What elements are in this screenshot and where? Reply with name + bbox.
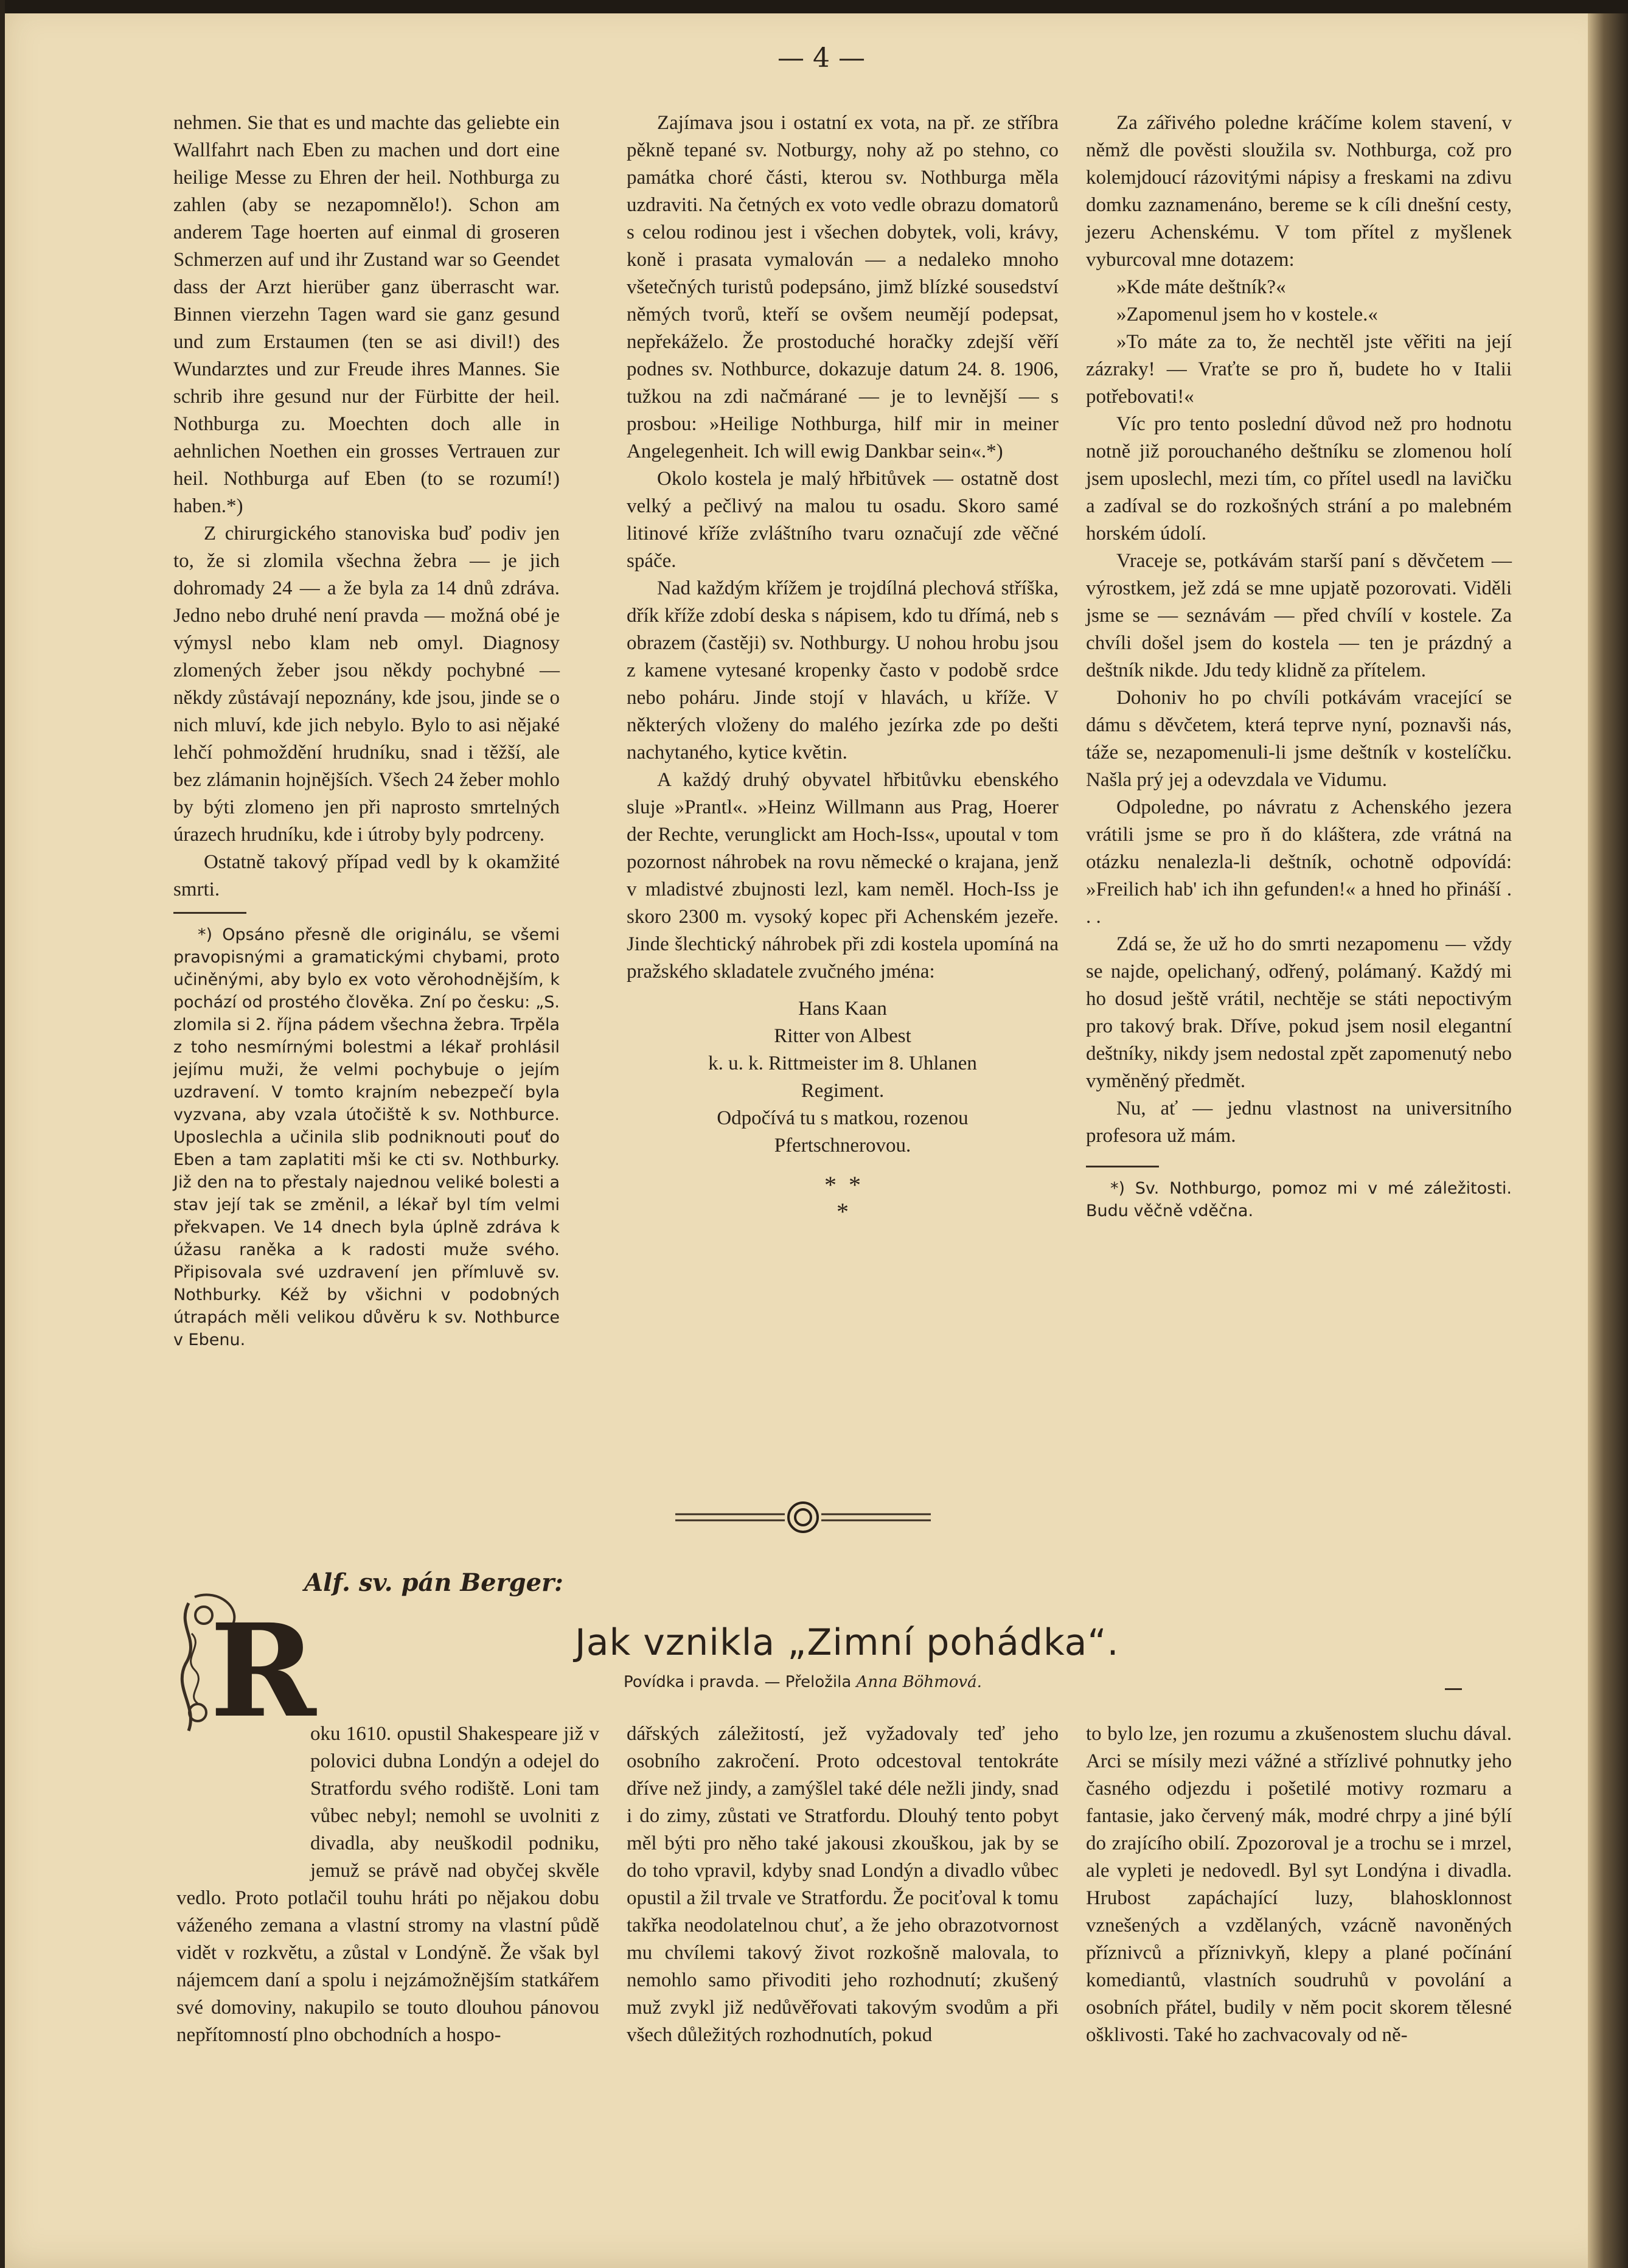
translator-name: Anna Böhmová.: [856, 1673, 982, 1691]
footnote-text: *) Sv. Nothburgo, pomoz mi v mé záležitosti. Budu věčně vděčna.: [1086, 1179, 1512, 1220]
top-edge: [0, 0, 1628, 13]
paragraph: »Kde máte deštník?«: [1116, 276, 1286, 298]
dropcap-letter: R: [210, 1596, 316, 1746]
article-paragraph: dářských záležitostí, jež vyžadovaly teď jeho osobního zakročení. Proto odcestoval tentokráte dříve než jindy, a zamýšlel také déle nežli jindy, snad i do zimy, zůstati ve Stratfordu. Dlouhý tento pobyt měl býti pro něho také jakousi zkouškou, jak by se do toho vpravil, kdyby snad Londýn a divadlo vůbec opustil a žil trvale ve Stratfordu. Že pociťoval k tomu takřka neodolatelnou chuť, a že jeho obrazotvornost mu chvílemi takový život rozkošně malovala, to nemohlo samo přivoditi jeho rozhodnutí; zkušený muž zvykl již nedůvěřovati takovým svodům a při všech důležitých rozhodnutích, pokud: [627, 1723, 1059, 2046]
article-column-2: [627, 1720, 1059, 2049]
paragraph: Ostatně takový případ vedl by k okamžité smrti.: [173, 851, 560, 900]
paragraph: Nu, ať — jednu vlastnost na universitního profesora už mám.: [1086, 1097, 1512, 1147]
epitaph-line: Odpočívá tu s matkou, rozenou: [717, 1107, 969, 1129]
dropcap-spacer: [176, 1720, 310, 1885]
page-number: — 4 —: [777, 43, 865, 74]
article-column-1: [176, 1720, 599, 2049]
paragraph: Víc pro tento poslední důvod než pro hodnotu notně již porouchaného deštníku se zlomenou holí jsem uposlechl, mezi tím, co přítel usedl na lavičku a zadíval se do rozkošných strání a po malebném horském údolí.: [1086, 413, 1512, 544]
paragraph: Dohoniv ho po chvíli potkávám vracející se dámu s děvčetem, která teprve nyní, poznavši nás, táže se, nezapomenuli-li jsme deštník v kostelíčku. Našla prý jej a odevzdala ve Vidumu.: [1086, 687, 1512, 791]
article-column-3: [1086, 1720, 1512, 2049]
epitaph: [627, 995, 1059, 1160]
article-author: Alf. sv. pán Berger:: [304, 1568, 563, 1597]
column-3: [1086, 110, 1512, 1222]
epitaph-line: k. u. k. Rittmeister im 8. Uhlanen: [708, 1052, 977, 1074]
dash-mark: [1445, 1688, 1462, 1690]
paragraph: Za zářivého poledne kráčíme kolem stavení, v němž dle pověsti sloužila sv. Nothburga, což pro kolemjdoucí rázovitými nápisy a freskami na zdivu domku zaznamenáno, bereme se k cíli dnešní cesty, jezeru Achenskému. V tom přítel z myšlenek vyburcoval mne dotazem:: [1086, 112, 1512, 271]
ornament-divider: [675, 1500, 931, 1536]
epitaph-line: Hans Kaan: [798, 998, 887, 1020]
paragraph: A každý druhý obyvatel hřbitůvku ebenského sluje »Prantl«. »Heinz Willmann aus Prag, Hoerer der Rechte, verunglickt am Hoch-Iss«, upoutal v tom pozornost náhrobek na rovu německé o krajana, jenž v mladistvé zbujnosti lezl, kam neměl. Hoch-Iss je skoro 2300 m. vysoký kopec při Achenském jezeře. Jinde šlechtický náhrobek při zdi kostela upomíná na pražského skladatele zvučného jména:: [627, 769, 1059, 983]
article-subtitle: [624, 1673, 982, 1691]
paragraph: Zdá se, že už ho do smrti nezapomenu — vždy se najde, opelichaný, odřený, polámaný. Každý mi ho dosud ještě vrátil, nechtěje se státi nepoctivým pro takový brak. Dříve, pokud jsem nosil elegantní deštníky, nikdy jsem nedostal zpět zapomenutý nebo vyměněný předmět.: [1086, 933, 1512, 1092]
footnote-rule: [1086, 1166, 1159, 1167]
paragraph: Nad každým křížem je trojdílná plechová stříška, dřík kříže zdobí deska s nápisem, kdo tu dřímá, neb s obrazem (častěji) sv. Nothburgy. U nohou hrobu jsou z kamene vytesané kropenky často v podobě srdce nebo poháru. Jinde stojí v hlavách, u kříže. V některých vloženy do malého jezírka zde po dešti nachytaného, kytice květin.: [627, 577, 1059, 764]
dropcap-ornament: [176, 1591, 316, 1746]
asterism: * * *: [824, 1171, 861, 1225]
footnote: [173, 924, 560, 1351]
paragraph: Zajímava jsou i ostatní ex vota, na př. ze stříbra pěkně tepané sv. Notburgy, nohy až po stehno, co památka choré části, kterou sv. Nothburga měla uzdraviti. Na četných ex voto vedle obrazu domatorů s celou rodinou jest i všechen dobytek, voli, krávy, koně i prasata vymalován — a nedaleko mnoho všetečných turistů podepsáno, jimž blízké sousedství němých tvorů, kteří se ovšem neumějí podepsat, nepřekáželo. Že prostoduché horačky zdejší věří podnes sv. Nothburce, dokazuje datum 24. 8. 1906, tužkou na zdi načmárané — je to levnější — s prosbou: »Heilige Nothburga, hilf mir in meiner Angelegenheit. Ich will ewig Dankbar sein«.*): [627, 112, 1059, 462]
epitaph-line: Regiment.: [801, 1080, 885, 1102]
subtitle-text: Povídka i pravda. — Přeložila: [624, 1673, 852, 1691]
paragraph: Odpoledne, po návratu z Achenského jezera vrátili jsme se pro ň do kláštera, zde vrátná na otázku nenalezla-li deštník, ochotně odpovídá: »Freilich hab' ich ihn gefunden!« a hned ho přináší . . .: [1086, 796, 1512, 928]
article-paragraph: to bylo lze, jen rozumu a zkušenostem sluchu dával. Arci se mísily mezi vážné a střízlivé pohnutky jeho časného odjezdu i pošetilé motivy rozmaru a fantasie, jako červený mák, modré chrpy a jiné býlí do zrajícího obilí. Zpozoroval je a trochu se i mrzel, ale vypleti je nedovedl. Byl syt Londýna i divadla. Hrubost zapáchající luzy, blahosklonnost vznešených a vzdělaných, vzácně navoněných příznivců a příznivkyň, klepy a plané počínání komediantů, vlastních soudruhů v povolání a osobních přátel, budily v něm pocit skorem tělesné ošklivosti. Také ho zachvacovaly od ně-: [1086, 1723, 1512, 2046]
article-paragraph: oku 1610. opustil Shakespeare již v polovici dubna Londýn a odejel do Stratfordu svého rodiště. Loni tam vůbec nebyl; nemohl se uvolniti z divadla, aby neuškodil podniku, jemuž se právě nad obyčej skvěle vedlo. Proto potlačil touhu hráti po nějakou dobu váženého zemana a vlastní stromy na vlastní půdě vidět v rozkvětu, a zůstal v Londýně. Že však byl nájemcem daní a spolu i nejzámožnějším statkářem své domoviny, nakupilo se touto dlouhou pánovou nepřítomností plno obchodních a hospo-: [176, 1720, 599, 2049]
paragraph: Okolo kostela je malý hřbitůvek — ostatně dost velký a pečlivý na malou tu osadu. Skoro samé litinové kříže zvláštního tvaru označují zde věčné spáče.: [627, 468, 1059, 572]
column-1: [173, 110, 560, 1351]
footnote: [1086, 1177, 1512, 1222]
book-binding: [1588, 0, 1628, 2268]
epitaph-line: Ritter von Albest: [774, 1025, 911, 1047]
paragraph: Z chirurgického stanoviska buď podiv jen to, že si zlomila všechna žebra — je jich dohromady 24 — a že byla za 14 dnů zdráva. Jedno nebo druhé není pravda — možná obé je výmysl nebo klam neb omyl. Diagnosy zlomených žeber jsou někdy pochybné — někdy zůstávají nepoznány, kde jsou, jinde se o nich mluví, kde jich nebylo. Bylo to asi nějaké lehčí pohmoždění hrudníku, snad i těžší, ale bez zlámanin hojnějších. Všech 24 žeber mohlo by býti zlomeno jen při naprosto smrtelných úrazech hrudníku, kde i útroby byly podrceny.: [173, 523, 560, 846]
epitaph-line: Pfertschnerovou.: [774, 1135, 911, 1157]
paragraph: nehmen. Sie that es und machte das geliebte ein Wallfahrt nach Eben zu machen und dort eine heilige Messe zu Ehren der heil. Nothburga zu zahlen (aby se nezapomnělo!). Schon am anderem Tage hoerten auf einmal di groseren Schmerzen auf und ihr Zustand war so Geendet dass der Arzt hierüber ganz überrascht war. Binnen vierzehn Tagen ward sie ganz gesund und zum Erstaumen (ten se asi divil!) des Wundarztes und zur Freude ihres Mannes. Sie schrib ihre gesund nur der Fürbitte der heil. Nothburga zu. Moechten doch alle in aehnlichen Noethen ein grosses Vertrauen zur heil. Nothburga auf Eben (to se rozumí!) haben.*): [173, 112, 560, 517]
column-2: [627, 110, 1059, 1225]
footnote-rule: [173, 912, 246, 914]
footnote-text: *) Opsáno přesně dle originálu, se všemi pravopisnými a gramatickými chybami, proto učiněnými, aby bylo ex voto věrohodnějším, k pochází od prostého člověka. Zní po česku: „S. zlomila si 2. října pádem všechna žebra. Trpěla z toho nesmírnými bolestmi a lékař prohlásil jejímu muži, že velmi pochybuje o jejím uzdravení. V tomto krajním nebezpečí byla vyzvana, aby vzala útočiště k sv. Nothburce. Uposlechla a učinila slib podniknouti pouť do Eben a tam zaplatiti mši ke cti sv. Nothburky. Již den na to přestaly najednou veliké bolesti a stav její tak se změnil, a lékař byl tím velmi překvapen. Ve 14 dnech byla úplně zdráva k úžasu raněka a k radosti muže svého. Připisovala své uzdravení jen přímluvě sv. Nothburky. Kéž by všichni v podobných útrapách měli velikou důvěru k sv. Nothburce v Ebenu.: [173, 925, 560, 1349]
paragraph: »Zapomenul jsem ho v kostele.«: [1116, 304, 1378, 325]
article-title: Jak vznikla „Zimní pohádka“.: [575, 1621, 1119, 1664]
paragraph: Vraceje se, potkávám starší paní s děvčetem — výrostkem, jež zdá se mne upjatě pozorovati. Viděli jsme se — seznávám — před chvílí v kostele. Za chvíli došel jsem do kostela — ten je prázdný a deštník nikde. Jdu tedy klidně za přítelem.: [1086, 550, 1512, 681]
left-edge: [0, 0, 5, 2268]
paragraph: »To máte za to, že nechtěl jste věřiti na její zázraky! — Vraťte se pro ň, budete ho v Italii potřebovati!«: [1086, 331, 1512, 408]
